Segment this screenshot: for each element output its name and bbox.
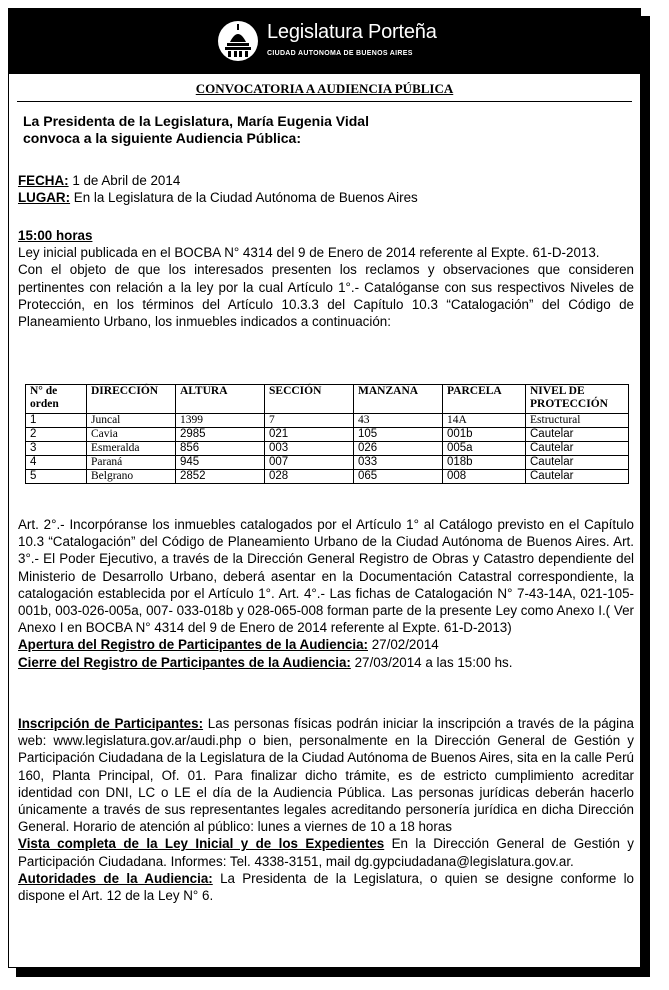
col-header-number: N° de orden xyxy=(26,385,87,414)
registration-block xyxy=(18,715,634,904)
session-time: 15:00 horas xyxy=(18,228,93,243)
inscripcion-paragraph xyxy=(18,715,634,835)
cell-manzana: 43 xyxy=(354,414,443,428)
brand-name: Legislatura Porteña xyxy=(267,21,437,43)
inscripcion-text: Las personas físicas podrán iniciar la inscripción a través de la página web: www.legislatura.gov.ar/audi.php o bien, personalmente en la Dirección General de Gestión y Participación Ciudadana de la Legislatura de la Ciudad Autónoma de Buenos Aires, sita en la calle Perú 160, Planta Principal, Of. 01. Para finalizar dicho trámite, es de estricto cumplimiento acreditar identidad con DNI, LC o LE el día de la Audiencia Pública. Las personas jurídicas deberán hacerlo únicamente a través de sus representantes legales acreditando personería jurídica en dicha Dirección General. Horario de atención al público: lunes a viernes de 10 a 18 horas xyxy=(18,716,634,835)
col-header-parcela: PARCELA xyxy=(443,385,526,414)
cell-nivel: Estructural xyxy=(526,414,629,428)
table-row xyxy=(26,470,629,484)
articles-text: Art. 2°.- Incorpóranse los inmuebles catalogados por el Artículo 1° al Catálogo previsto en el Capítulo 10.3 “Catalogación” del Código de Planeamiento Urbano de la Ciudad Autónoma de Buenos Aires. Art. 3°.- El Poder Ejecutivo, a través de la Dirección General Registro de Obras y Catastro dependiente del Ministerio de Desarrollo Urbano, deberá asentar en la Documentación Catastral correspondiente, la catalogación establecida por el Artículo 1°. Art. 4°.- Las fichas de Catalogación N° 7-43-14A, 021-105-001b, 003-026-005a, 007- 033-018b y 028-065-008 forman parte de la presente Ley como Anexo I.( Ver Anexo I en BOCBA N° 4314 del 9 de Enero de 2014 referente al Expte. 61-D-2013) xyxy=(18,517,634,636)
cell-altura: 945 xyxy=(176,456,265,470)
cierre-line xyxy=(18,654,634,671)
fecha-line xyxy=(18,172,634,189)
vista-text: En la Dirección General de Gestión y Participación Ciudadana. Informes: Tel. 4338-3151, mail dg.gypciudadana@legislatura.gov.ar. xyxy=(18,836,634,869)
cell-manzana: 065 xyxy=(354,470,443,484)
col-header-altura: ALTURA xyxy=(176,385,265,414)
autoridades-paragraph xyxy=(18,870,634,904)
fecha-value: 1 de Abril de 2014 xyxy=(68,173,181,188)
cell-parcela: 018b xyxy=(443,456,526,470)
title-divider xyxy=(17,101,632,102)
cell-number: 1 xyxy=(26,414,87,428)
cell-manzana: 105 xyxy=(354,428,443,442)
cell-manzana: 026 xyxy=(354,442,443,456)
cell-direccion: Belgrano xyxy=(87,470,176,484)
vista-label: Vista completa de la Ley Inicial y de los Expedientes xyxy=(18,836,385,852)
properties-table xyxy=(25,384,629,484)
col-header-nivel: NIVEL DE PROTECCIÓN xyxy=(526,385,629,414)
col-header-seccion: SECCIÓN xyxy=(265,385,354,414)
session-block xyxy=(18,227,634,330)
cell-nivel: Cautelar xyxy=(526,428,629,442)
cell-nivel: Cautelar xyxy=(526,470,629,484)
page-title: CONVOCATORIA A AUDIENCIA PÚBLICA xyxy=(195,81,454,96)
brand-subtitle: CIUDAD AUTONOMA DE BUENOS AIRES xyxy=(267,50,413,57)
apertura-line xyxy=(18,636,634,653)
autoridades-label: Autoridades de la Audiencia: xyxy=(18,870,213,886)
intro-line-1: La Presidenta de la Legislatura, María Eugenia Vidal xyxy=(23,113,369,129)
cell-parcela: 14A xyxy=(443,414,526,428)
cell-seccion: 7 xyxy=(265,414,354,428)
cell-seccion: 021 xyxy=(265,428,354,442)
legislature-building-icon xyxy=(217,20,259,62)
cell-direccion: Paraná xyxy=(87,456,176,470)
table-header-row xyxy=(26,385,629,414)
cell-number: 2 xyxy=(26,428,87,442)
session-purpose: Con el objeto de que los interesados presenten los reclamos y observaciones que consideren pertinentes con relación a la ley por la cual Artículo 1°.- Catalóganse con sus respectivos Niveles de Protección, en los términos del Artículo 10.3.3 del Capítulo 10.3 “Catalogación” del Código de Planeamiento Urbano, los inmuebles indicados a continuación: xyxy=(18,262,634,330)
cell-direccion: Cavia xyxy=(87,428,176,442)
session-law-reference: Ley inicial publicada en el BOCBA N° 4314 del 9 de Enero de 2014 referente al Expte. 61-D-2013. xyxy=(18,245,600,261)
intro-line-2: convoca a la siguiente Audiencia Pública: xyxy=(23,130,302,146)
cell-number: 3 xyxy=(26,442,87,456)
cell-altura: 1399 xyxy=(176,414,265,428)
table-row xyxy=(26,456,629,470)
table-row xyxy=(26,442,629,456)
header-banner xyxy=(9,9,640,74)
frame-shadow-right xyxy=(641,16,650,977)
cell-altura: 2852 xyxy=(176,470,265,484)
cell-number: 4 xyxy=(26,456,87,470)
cell-altura: 856 xyxy=(176,442,265,456)
cell-direccion: Juncal xyxy=(87,414,176,428)
cierre-label: Cierre del Registro de Participantes de la Audiencia: xyxy=(18,654,351,670)
date-place-block xyxy=(18,172,634,206)
cell-manzana: 033 xyxy=(354,456,443,470)
frame-shadow-bottom xyxy=(16,968,650,977)
fecha-label: FECHA: xyxy=(18,173,69,188)
cell-altura: 2985 xyxy=(176,428,265,442)
intro-heading xyxy=(23,113,623,147)
cierre-value: 27/03/2014 a las 15:00 hs. xyxy=(350,654,513,670)
inscripcion-label: Inscripción de Participantes: xyxy=(18,716,204,731)
cell-direccion: Esmeralda xyxy=(87,442,176,456)
cell-seccion: 007 xyxy=(265,456,354,470)
cell-parcela: 008 xyxy=(443,470,526,484)
cell-parcela: 001b xyxy=(443,428,526,442)
cell-seccion: 003 xyxy=(265,442,354,456)
col-header-direccion: DIRECCIÓN xyxy=(87,385,176,414)
cell-parcela: 005a xyxy=(443,442,526,456)
cell-nivel: Cautelar xyxy=(526,456,629,470)
lugar-value: En la Legislatura de la Ciudad Autónoma de Buenos Aires xyxy=(70,190,418,206)
notice-frame xyxy=(8,8,641,968)
lugar-label: LUGAR: xyxy=(18,190,71,206)
autoridades-text: La Presidenta de la Legislatura, o quien se designe conforme lo dispone el Art. 12 de la Ley N° 6. xyxy=(18,870,634,904)
table-row xyxy=(26,414,629,428)
apertura-label: Apertura del Registro de Participantes de la Audiencia: xyxy=(18,637,368,653)
cell-seccion: 028 xyxy=(265,470,354,484)
col-header-manzana: MANZANA xyxy=(354,385,443,414)
lugar-line xyxy=(18,189,634,206)
vista-paragraph xyxy=(18,835,634,869)
cell-number: 5 xyxy=(26,470,87,484)
apertura-value: 27/02/2014 xyxy=(367,637,439,653)
table-row xyxy=(26,428,629,442)
articles-block xyxy=(18,516,634,671)
cell-nivel: Cautelar xyxy=(526,442,629,456)
